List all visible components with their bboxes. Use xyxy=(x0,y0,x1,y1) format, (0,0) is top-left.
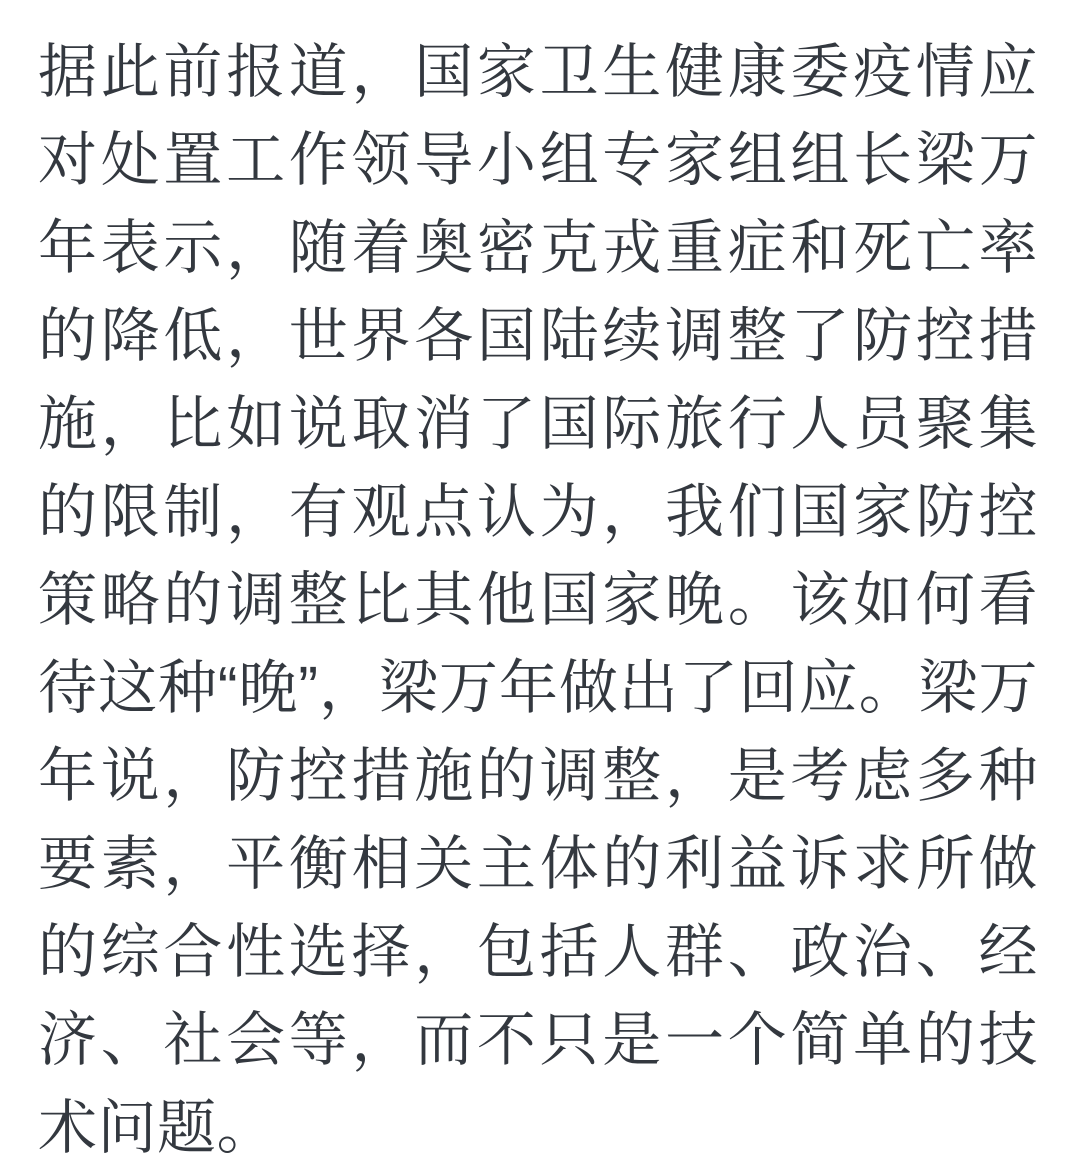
article-body xyxy=(38,28,1038,1172)
article-paragraph: 据此前报道，国家卫生健康委疫情应对处置工作领导小组专家组组长梁万年表示，随着奥密克戎重症和死亡率的降低，世界各国陆续调整了防控措施，比如说取消了国际旅行人员聚集的限制，有观点认为，我们国家防控策略的调整比其他国家晚。该如何看待这种“晚”，梁万年做出了回应。梁万年说，防控措施的调整，是考虑多种要素，平衡相关主体的利益诉求所做的综合性选择，包括人群、政治、经济、社会等，而不只是一个简单的技术问题。 xyxy=(38,39,1038,1161)
